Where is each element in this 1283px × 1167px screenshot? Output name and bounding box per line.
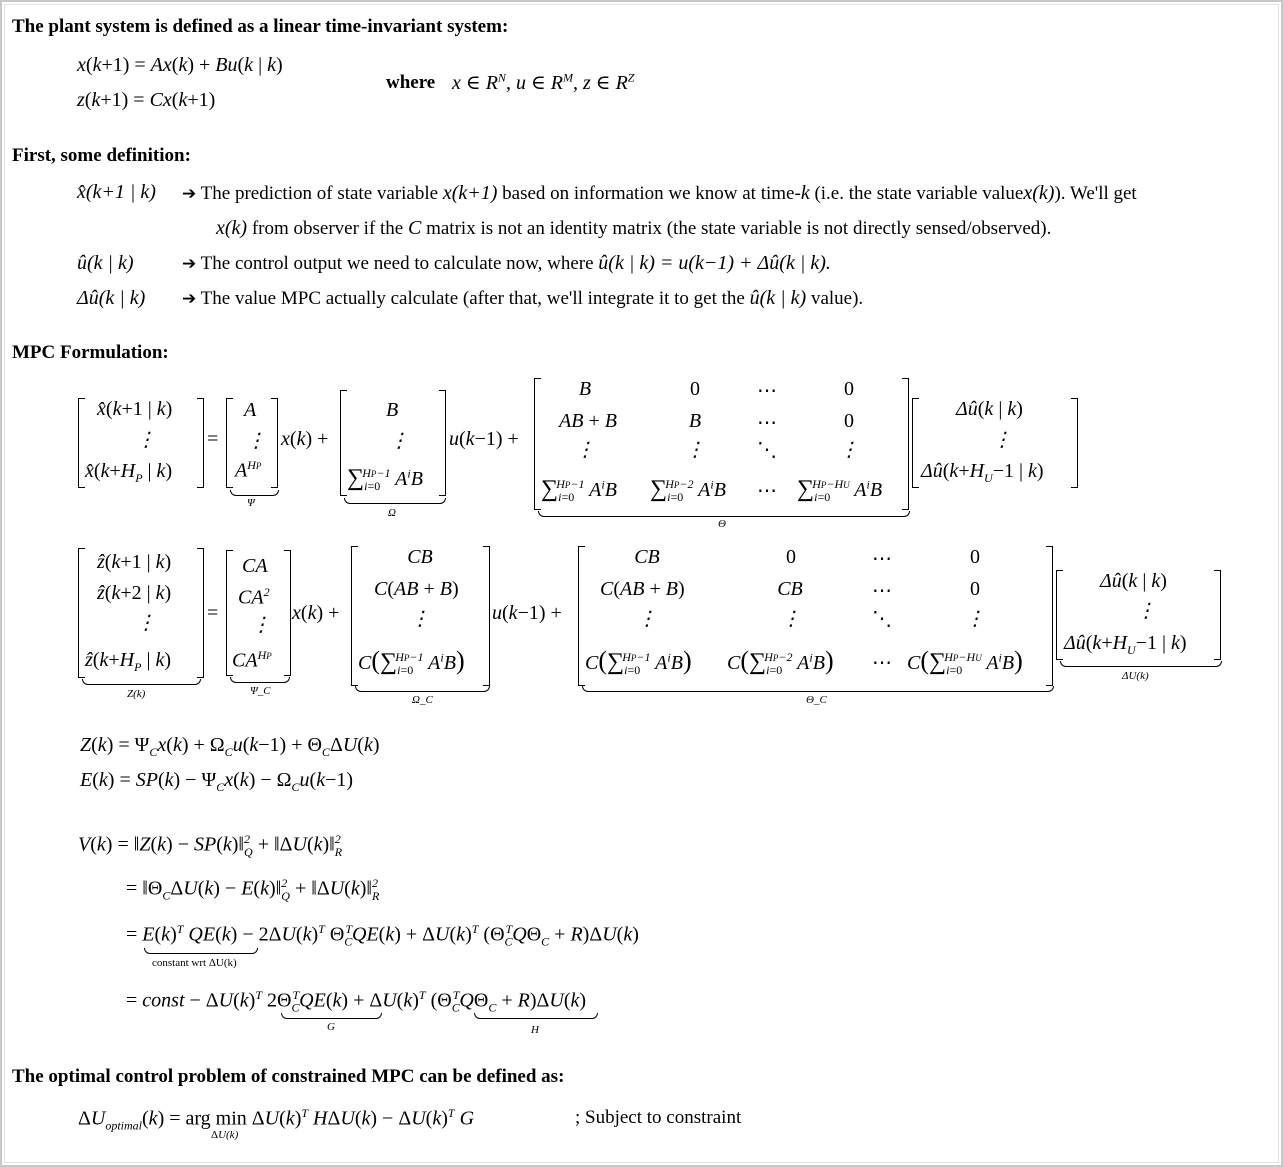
output-equation: z(k+1) = Cx(k+1) bbox=[77, 89, 216, 111]
intro-heading: The plant system is defined as a linear time-invariant system: bbox=[12, 16, 509, 37]
where-label: where bbox=[386, 72, 436, 93]
right-arrow-icon: ➔ bbox=[182, 254, 197, 274]
omega-label: Ω bbox=[388, 507, 396, 519]
eq-v3: = $E(k)^T$ $QE(k) - 2\Delta U(k)^T$ $\Theta_C^TQE(k) + \Delta U(k)^T$ $(\Theta_C^TQ\Theta_C + R)\Delta U(k)$ bbox=[126, 922, 639, 949]
eq-v1: V(k) = ‖Z(k) − SP(k)‖$^2_Q$ + ‖ΔU(k)‖$^2_R$ bbox=[78, 832, 343, 859]
right-arrow-icon: ➔ bbox=[182, 184, 197, 204]
h-label: H bbox=[531, 1024, 539, 1036]
optimal-heading: The optimal control problem of constrained MPC can be defined as: bbox=[12, 1066, 565, 1087]
eq-e: $E(k) = SP(k) - \Psi_Cx(k) - \Omega_Cu(k-1)$ bbox=[80, 769, 354, 794]
definitions-heading: First, some definition: bbox=[12, 145, 191, 166]
g-label: G bbox=[327, 1021, 335, 1033]
optimal-expression: $\Delta U_{optimal}(k)$ = arg $\min \Delta U(k)^T$ $H\Delta U(k) - \Delta U(k)^T$ G bbox=[78, 1106, 475, 1133]
constant-wrt-label: constant wrt ΔU(k) bbox=[152, 957, 237, 969]
constraint-text: ; Subject to constraint bbox=[575, 1107, 742, 1128]
def-symbol-uhat: û(k | k) bbox=[77, 252, 134, 274]
eq-z: $Z(k) = \Psi_Cx(k) + \Omega_Cu(k-1) + \Theta_C\Delta U(k)$ bbox=[80, 734, 380, 759]
dimension-expression: x ∈ $R^N$, u ∈ $R^M$, z ∈ $R^Z$ bbox=[452, 70, 635, 94]
right-arrow-icon: ➔ bbox=[182, 289, 197, 309]
def-row-delta-uhat: ➔ The value MPC actually calculate (after that, we'll integrate it to get the û(k | k) value). bbox=[182, 287, 864, 309]
argmin-subscript: ΔU(k) bbox=[211, 1129, 239, 1141]
def-row-uhat: ➔ The control output we need to calculate now, where û(k | k) = u(k−1) + Δû(k | k). bbox=[182, 252, 831, 274]
theta-label: Θ bbox=[718, 518, 726, 530]
def-symbol-delta-uhat: Δû(k | k) bbox=[77, 287, 146, 309]
mpc-heading: MPC Formulation: bbox=[12, 342, 169, 363]
omega-c-label: Ω_C bbox=[412, 694, 433, 706]
delta-u-label: ΔU(k) bbox=[1122, 670, 1149, 682]
theta-c-label: Θ_C bbox=[806, 694, 827, 706]
def-row-xhat: ➔ The prediction of state variable x(k+1) based on information we know at time-k (i.e. the state variable valuex(k)). We'll get bbox=[182, 182, 1137, 204]
eq-v4: = const − $\Delta U(k)^T$ $2\Theta_C^TQE(k) + \Delta U(k)^T$ $(\Theta_C^TQ\Theta_C + R)\Delta U(k)$ bbox=[126, 988, 587, 1015]
z-k-label: Z(k) bbox=[127, 688, 146, 700]
state-equation: x(k+1) = Ax(k) + Bu(k | k) bbox=[77, 54, 283, 76]
eq-v2: = $‖\Theta_C\Delta U(k)$ − E(k)‖$^2_Q$ + ‖ΔU(k)‖$^2_R$ bbox=[126, 876, 380, 903]
psi-label: Ψ bbox=[247, 497, 255, 509]
def-row-xhat-line2: x(k) from observer if the C matrix is not an identity matrix (the state variable is not directly sensed/observed). bbox=[216, 217, 1052, 239]
psi-c-label: Ψ_C bbox=[250, 685, 271, 697]
def-symbol-xhat: x̂(k+1 | k) bbox=[77, 181, 156, 203]
